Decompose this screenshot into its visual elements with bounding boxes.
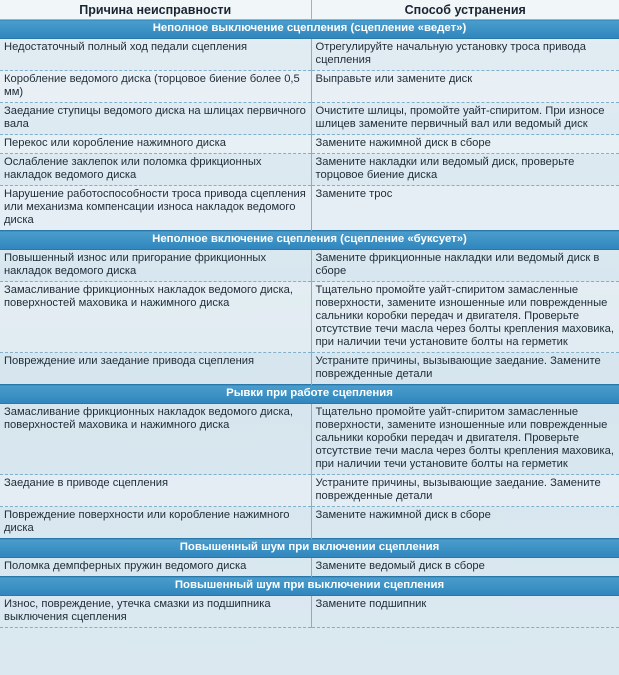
header-cause: Причина неисправности <box>0 0 311 20</box>
cause-cell: Заедание ступицы ведомого диска на шлицах первичного вала <box>0 103 311 135</box>
table-row <box>0 507 619 539</box>
table-row <box>0 596 619 628</box>
table-header-row <box>0 0 619 20</box>
remedy-cell: Устраните причины, вызывающие заедание. Замените поврежденные детали <box>311 475 619 507</box>
cause-cell: Нарушение работоспособности троса привода сцепления или механизма компенсации износа накладок ведомого диска <box>0 186 311 231</box>
table-row <box>0 404 619 475</box>
table-row <box>0 135 619 154</box>
cause-cell: Заедание в приводе сцепления <box>0 475 311 507</box>
section-header <box>0 539 619 558</box>
cause-cell: Поломка демпферных пружин ведомого диска <box>0 558 311 577</box>
section-header <box>0 385 619 404</box>
section-title: Повышенный шум при выключении сцепления <box>0 577 619 596</box>
section-header <box>0 577 619 596</box>
section-title: Неполное выключение сцепления (сцепление «ведет») <box>0 20 619 39</box>
cause-cell: Коробление ведомого диска (торцовое биение более 0,5 мм) <box>0 71 311 103</box>
header-remedy: Способ устранения <box>311 0 619 20</box>
table-row <box>0 103 619 135</box>
table-row <box>0 71 619 103</box>
remedy-cell: Замените накладки или ведомый диск, проверьте торцовое биение диска <box>311 154 619 186</box>
cause-cell: Замасливание фрикционных накладок ведомого диска, поверхностей маховика и нажимного диска <box>0 282 311 353</box>
remedy-cell: Выправьте или замените диск <box>311 71 619 103</box>
cause-cell: Износ, повреждение, утечка смазки из подшипника выключения сцепления <box>0 596 311 628</box>
table-row <box>0 282 619 353</box>
section-title: Неполное включение сцепления (сцепление «буксует») <box>0 231 619 250</box>
remedy-cell: Тщательно промойте уайт-спиритом замасленные поверхности, замените изношенные или поврежденные сальники коробки передач и двигателя. Проверьте отсутствие течи масла через болты крепления маховика, при наличии течи установите болты на герметик <box>311 404 619 475</box>
cause-cell: Перекос или коробление нажимного диска <box>0 135 311 154</box>
table-row <box>0 558 619 577</box>
cause-cell: Замасливание фрикционных накладок ведомого диска, поверхностей маховика и нажимного диска <box>0 404 311 475</box>
remedy-cell: Замените ведомый диск в сборе <box>311 558 619 577</box>
section-title: Повышенный шум при включении сцепления <box>0 539 619 558</box>
table-row <box>0 250 619 282</box>
remedy-cell: Тщательно промойте уайт-спиритом замасленные поверхности, замените изношенные или поврежденные сальники коробки передач и двигателя. Проверьте отсутствие течи масла через болты крепления маховика, при наличии течи установите болты на герметик <box>311 282 619 353</box>
cause-cell: Повреждение или заедание привода сцепления <box>0 353 311 385</box>
section-title: Рывки при работе сцепления <box>0 385 619 404</box>
remedy-cell: Отрегулируйте начальную установку троса привода сцепления <box>311 39 619 71</box>
table-row <box>0 39 619 71</box>
remedy-cell: Замените нажимной диск в сборе <box>311 507 619 539</box>
remedy-cell: Замените фрикционные накладки или ведомый диск в сборе <box>311 250 619 282</box>
table-row <box>0 475 619 507</box>
remedy-cell: Замените трос <box>311 186 619 231</box>
cause-cell: Недостаточный полный ход педали сцепления <box>0 39 311 71</box>
remedy-cell: Очистите шлицы, промойте уайт-спиритом. При износе шлицев замените первичный вал или ведомый диск <box>311 103 619 135</box>
cause-cell: Повышенный износ или пригорание фрикционных накладок ведомого диска <box>0 250 311 282</box>
cause-cell: Ослабление заклепок или поломка фрикционных накладок ведомого диска <box>0 154 311 186</box>
section-header <box>0 231 619 250</box>
table-row <box>0 353 619 385</box>
table-row <box>0 186 619 231</box>
cause-cell: Повреждение поверхности или коробление нажимного диска <box>0 507 311 539</box>
section-header <box>0 20 619 39</box>
remedy-cell: Замените подшипник <box>311 596 619 628</box>
table-row <box>0 154 619 186</box>
remedy-cell: Устраните причины, вызывающие заедание. Замените поврежденные детали <box>311 353 619 385</box>
remedy-cell: Замените нажимной диск в сборе <box>311 135 619 154</box>
